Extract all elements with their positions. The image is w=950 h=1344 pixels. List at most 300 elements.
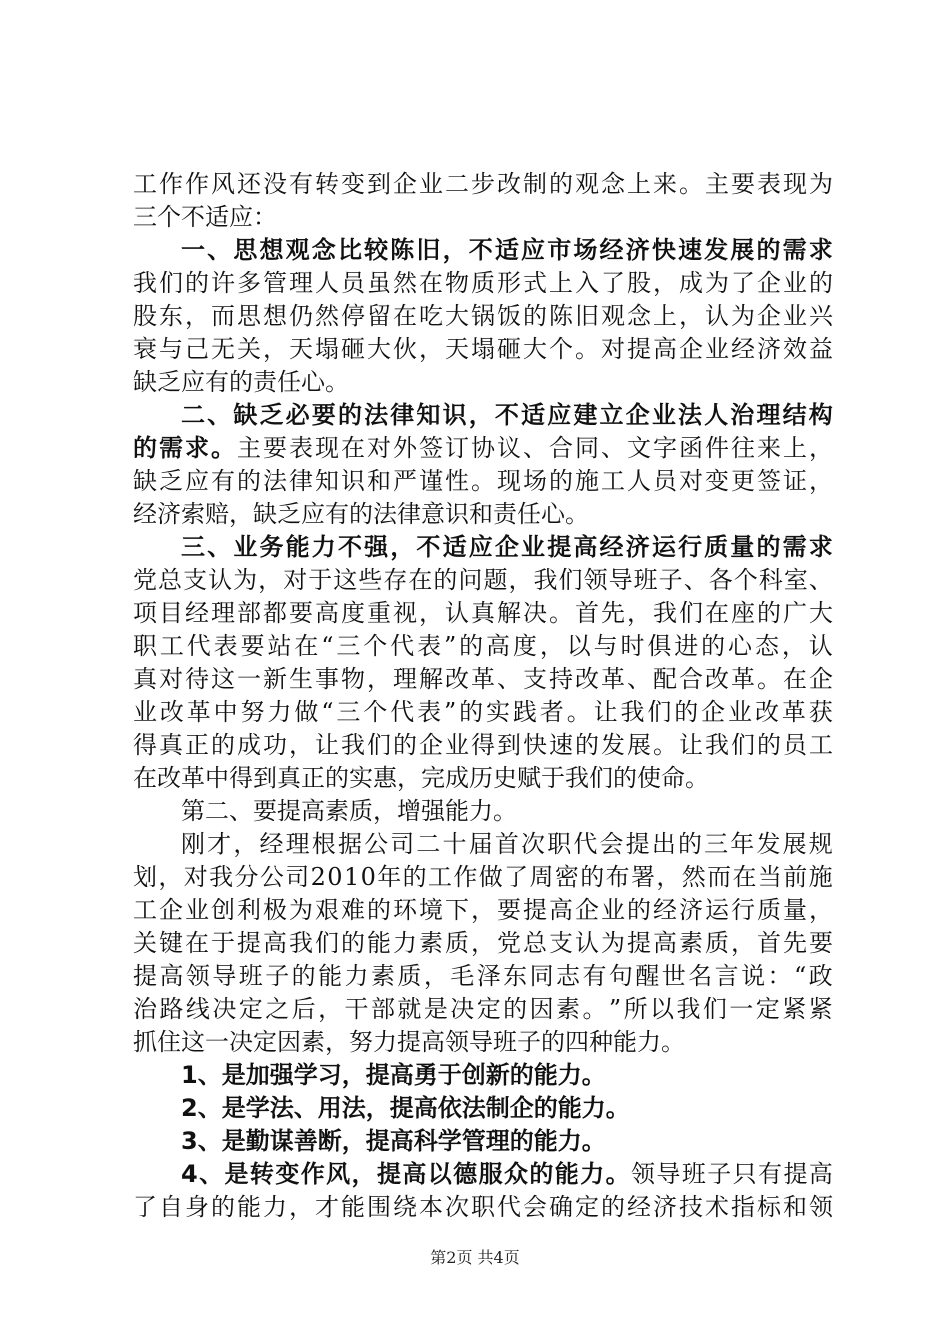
char: 定 bbox=[575, 1193, 599, 1221]
char: 陈 bbox=[390, 236, 415, 264]
char: ， bbox=[656, 863, 681, 891]
char: 德 bbox=[453, 1160, 478, 1188]
char: 革 bbox=[781, 698, 806, 726]
char: 高 bbox=[808, 1160, 833, 1188]
char: 观 bbox=[575, 170, 599, 198]
text-line bbox=[133, 1158, 833, 1191]
char: 们 bbox=[679, 599, 703, 627]
char: 部 bbox=[370, 995, 395, 1023]
char: 工 bbox=[601, 467, 625, 495]
char: 经 bbox=[627, 1193, 651, 1221]
text-line bbox=[133, 168, 833, 201]
char: 、 bbox=[207, 236, 232, 264]
char: 、 bbox=[207, 401, 232, 429]
char: 大 bbox=[445, 302, 469, 330]
char: 停 bbox=[341, 302, 365, 330]
char: 三 bbox=[336, 632, 361, 660]
char: ， bbox=[351, 1160, 376, 1188]
char: ， bbox=[442, 236, 467, 264]
char: 认 bbox=[705, 302, 729, 330]
char: 协 bbox=[471, 434, 495, 462]
char: 支 bbox=[183, 566, 208, 594]
char: 代 bbox=[573, 830, 598, 858]
char: 提 bbox=[376, 1160, 401, 1188]
char: 签 bbox=[757, 467, 781, 495]
char: 实 bbox=[486, 698, 511, 726]
char: “ bbox=[321, 698, 334, 726]
char: 理 bbox=[393, 665, 417, 693]
char: ， bbox=[679, 302, 703, 330]
char: 配 bbox=[653, 665, 677, 693]
char: 后 bbox=[291, 995, 316, 1023]
char: 新 bbox=[263, 665, 287, 693]
char: 4 bbox=[181, 1160, 198, 1188]
char: 在 bbox=[294, 632, 319, 660]
char: 上 bbox=[653, 302, 677, 330]
char: 子 bbox=[265, 962, 290, 990]
text-line bbox=[133, 663, 833, 696]
char: ， bbox=[289, 731, 313, 759]
char: 2 bbox=[310, 863, 326, 891]
char: 和 bbox=[367, 467, 391, 495]
char: 定 bbox=[755, 995, 780, 1023]
char: 、 bbox=[683, 566, 708, 594]
char: 知 bbox=[315, 467, 339, 495]
char: 真 bbox=[159, 731, 183, 759]
char: 紧 bbox=[782, 995, 807, 1023]
char: 主 bbox=[705, 170, 729, 198]
char: 者 bbox=[539, 698, 564, 726]
char: 的 bbox=[367, 896, 391, 924]
char: 转 bbox=[249, 1160, 274, 1188]
char: 必 bbox=[285, 401, 310, 429]
char: 提 bbox=[547, 533, 572, 561]
char: 些 bbox=[358, 566, 383, 594]
char: 职 bbox=[547, 830, 572, 858]
bold-heading-text: 3、是勤谋善断，提高科学管理的能力。 bbox=[181, 1127, 606, 1155]
text-line bbox=[133, 399, 833, 432]
char: 度 bbox=[512, 632, 537, 660]
char: 高 bbox=[486, 632, 511, 660]
char: 们 bbox=[558, 566, 583, 594]
char: 合 bbox=[549, 434, 573, 462]
char: 适 bbox=[521, 401, 546, 429]
char: 运 bbox=[705, 896, 729, 924]
char: 室 bbox=[783, 566, 808, 594]
char: 需 bbox=[782, 236, 807, 264]
char: 二 bbox=[181, 401, 205, 429]
char: 支 bbox=[523, 665, 547, 693]
char: 力 bbox=[263, 1193, 287, 1221]
char: ， bbox=[809, 467, 833, 495]
char: 、 bbox=[523, 434, 547, 462]
char: 念 bbox=[627, 302, 651, 330]
char: 量 bbox=[730, 533, 755, 561]
char: 高 bbox=[263, 929, 287, 957]
line-text: 抓住这一决定因素，努力提高领导班子的四种能力。 bbox=[133, 1028, 685, 1056]
char: 让 bbox=[679, 731, 703, 759]
char: 企 bbox=[757, 269, 781, 297]
char: 个 bbox=[549, 335, 573, 363]
char: 经 bbox=[185, 599, 209, 627]
char: 然 bbox=[393, 269, 417, 297]
char: 在 bbox=[732, 863, 757, 891]
text-line bbox=[133, 267, 833, 300]
char: 努 bbox=[240, 698, 265, 726]
char: 念 bbox=[601, 170, 625, 198]
char: 往 bbox=[731, 434, 755, 462]
char: 服 bbox=[478, 1160, 503, 1188]
char: 业 bbox=[445, 731, 469, 759]
char: 确 bbox=[549, 1193, 573, 1221]
char: 。 bbox=[757, 665, 781, 693]
char: 主 bbox=[237, 434, 261, 462]
char: 旧 bbox=[575, 302, 599, 330]
char: 总 bbox=[158, 566, 183, 594]
char: 真 bbox=[133, 665, 157, 693]
char: ， bbox=[390, 533, 415, 561]
char: 应 bbox=[521, 236, 546, 264]
char: 的 bbox=[503, 995, 528, 1023]
char: 思 bbox=[233, 236, 258, 264]
char: 我 bbox=[133, 269, 157, 297]
char: 经 bbox=[731, 335, 755, 363]
char: 理 bbox=[289, 269, 313, 297]
char: 我 bbox=[533, 566, 558, 594]
char: 然 bbox=[681, 863, 706, 891]
char: 认 bbox=[445, 599, 469, 627]
char: 的 bbox=[674, 698, 699, 726]
char: 的 bbox=[627, 896, 651, 924]
text-line bbox=[133, 201, 833, 234]
char: 识 bbox=[442, 401, 467, 429]
char: 企 bbox=[494, 533, 519, 561]
char: 我 bbox=[705, 731, 729, 759]
char: 提 bbox=[627, 335, 651, 363]
char: 经 bbox=[599, 236, 624, 264]
char: 。 bbox=[679, 170, 703, 198]
char: 函 bbox=[679, 434, 703, 462]
char: 理 bbox=[285, 830, 310, 858]
char: ， bbox=[367, 665, 391, 693]
char: 物 bbox=[445, 269, 469, 297]
char: ： bbox=[767, 962, 792, 990]
char: 法 bbox=[364, 401, 389, 429]
char: 展 bbox=[627, 731, 651, 759]
char: 待 bbox=[185, 665, 209, 693]
char: 东 bbox=[503, 962, 528, 990]
char: 想 bbox=[259, 236, 284, 264]
char: 为 bbox=[289, 896, 313, 924]
char: 决 bbox=[450, 995, 475, 1023]
char: 股 bbox=[133, 302, 157, 330]
char: 本 bbox=[419, 1193, 443, 1221]
char: 认 bbox=[808, 632, 833, 660]
char: 砸 bbox=[341, 335, 365, 363]
char: 仍 bbox=[289, 302, 313, 330]
char: 的 bbox=[133, 434, 157, 462]
char: 布 bbox=[605, 863, 630, 891]
char: 要 bbox=[809, 929, 833, 957]
char: 广 bbox=[783, 599, 807, 627]
char: 支 bbox=[549, 929, 573, 957]
char: ， bbox=[468, 401, 493, 429]
char: 字 bbox=[653, 434, 677, 462]
char: 根 bbox=[311, 830, 336, 858]
char: 代 bbox=[497, 1193, 521, 1221]
char: ， bbox=[627, 599, 651, 627]
char: 能 bbox=[318, 962, 343, 990]
char: 醒 bbox=[635, 962, 660, 990]
char: 作 bbox=[300, 1160, 325, 1188]
char: 企 bbox=[625, 401, 650, 429]
text-line bbox=[133, 366, 833, 399]
char: 外 bbox=[393, 434, 417, 462]
char: 俱 bbox=[647, 632, 672, 660]
char: 对 bbox=[283, 566, 308, 594]
char: 治 bbox=[133, 995, 157, 1023]
char: 的 bbox=[757, 599, 781, 627]
char: 的 bbox=[756, 533, 781, 561]
char: 分 bbox=[234, 863, 259, 891]
char: ” bbox=[608, 995, 622, 1023]
char: 在 bbox=[783, 665, 807, 693]
char: 三 bbox=[704, 830, 729, 858]
char: 而 bbox=[707, 863, 732, 891]
char: 工 bbox=[809, 731, 833, 759]
text-line bbox=[133, 630, 833, 663]
char: 座 bbox=[731, 599, 755, 627]
text-line bbox=[133, 762, 833, 795]
char: 志 bbox=[556, 962, 580, 990]
char: 速 bbox=[677, 236, 702, 264]
char: 持 bbox=[549, 665, 573, 693]
char: 获 bbox=[808, 698, 833, 726]
text-line bbox=[133, 465, 833, 498]
char: 会 bbox=[599, 830, 624, 858]
char: 生 bbox=[289, 665, 313, 693]
char: 首 bbox=[757, 929, 781, 957]
char: 大 bbox=[367, 335, 391, 363]
char: 严 bbox=[393, 467, 417, 495]
char: 了 bbox=[133, 1193, 157, 1221]
char: 个 bbox=[363, 632, 388, 660]
char: 同 bbox=[575, 434, 599, 462]
char: 是 bbox=[224, 1160, 249, 1188]
char: 。 bbox=[653, 731, 677, 759]
char: 合 bbox=[679, 665, 703, 693]
char: 业 bbox=[521, 533, 546, 561]
char: 的 bbox=[459, 698, 484, 726]
char: 上 bbox=[783, 434, 807, 462]
char: 司 bbox=[390, 830, 415, 858]
char: 而 bbox=[211, 302, 235, 330]
char: 制 bbox=[523, 170, 547, 198]
char: 适 bbox=[442, 533, 467, 561]
char: 提 bbox=[133, 962, 157, 990]
char: 届 bbox=[468, 830, 493, 858]
char: ， bbox=[781, 632, 806, 660]
char: 在 bbox=[408, 566, 433, 594]
text-line bbox=[133, 597, 833, 630]
char: 业 bbox=[651, 401, 676, 429]
char: 力 bbox=[580, 1160, 605, 1188]
char: 。 bbox=[566, 698, 591, 726]
char: 的 bbox=[433, 566, 458, 594]
char: 个 bbox=[733, 566, 758, 594]
char: 工 bbox=[428, 863, 452, 891]
char: 塌 bbox=[315, 335, 339, 363]
char: 素 bbox=[370, 962, 395, 990]
char: 一 bbox=[181, 236, 205, 264]
char: 求 bbox=[185, 434, 209, 462]
text-line bbox=[133, 300, 833, 333]
char: 有 bbox=[211, 467, 235, 495]
char: 各 bbox=[708, 566, 733, 594]
char: 还 bbox=[237, 170, 261, 198]
char: 对 bbox=[601, 335, 625, 363]
char: 许 bbox=[211, 269, 235, 297]
char: 革 bbox=[186, 698, 211, 726]
char: 提 bbox=[783, 1160, 808, 1188]
text-line bbox=[133, 960, 833, 993]
char: 多 bbox=[237, 269, 261, 297]
char: 强 bbox=[364, 533, 389, 561]
char: 表 bbox=[417, 632, 442, 660]
char: 市 bbox=[547, 236, 572, 264]
char: 大 bbox=[809, 599, 833, 627]
char: 绕 bbox=[393, 1193, 417, 1221]
char: 乏 bbox=[259, 401, 284, 429]
char: 以 bbox=[566, 632, 591, 660]
char: 运 bbox=[651, 533, 676, 561]
char: 己 bbox=[185, 335, 209, 363]
char: ， bbox=[653, 269, 677, 297]
char: 企 bbox=[159, 896, 183, 924]
char: 的 bbox=[337, 401, 362, 429]
char: 有 bbox=[582, 962, 607, 990]
char: 导 bbox=[656, 1160, 681, 1188]
char: 二 bbox=[416, 830, 441, 858]
char: 缺 bbox=[133, 467, 157, 495]
char: 进 bbox=[674, 632, 699, 660]
text-line bbox=[133, 1191, 833, 1224]
char: 质 bbox=[397, 962, 422, 990]
char: 项 bbox=[133, 599, 157, 627]
char: 力 bbox=[267, 698, 292, 726]
text-line bbox=[133, 828, 833, 861]
char: 快 bbox=[651, 236, 676, 264]
char: 高 bbox=[653, 335, 677, 363]
char: 东 bbox=[159, 302, 183, 330]
char: 与 bbox=[159, 335, 183, 363]
char: 的 bbox=[677, 830, 702, 858]
char: 吃 bbox=[419, 302, 443, 330]
char: 展 bbox=[730, 236, 755, 264]
char: 速 bbox=[549, 731, 573, 759]
char: 企 bbox=[393, 170, 417, 198]
char: 代 bbox=[390, 698, 415, 726]
char: 到 bbox=[367, 170, 391, 198]
char: 质 bbox=[471, 269, 495, 297]
char: ， bbox=[263, 335, 287, 363]
char: 技 bbox=[679, 1193, 703, 1221]
char: ， bbox=[419, 599, 443, 627]
char: 身 bbox=[185, 1193, 209, 1221]
char: 入 bbox=[575, 269, 599, 297]
char: 艰 bbox=[315, 896, 339, 924]
char: 次 bbox=[521, 830, 546, 858]
char: 1 bbox=[343, 863, 360, 891]
char: 职 bbox=[133, 632, 157, 660]
char: 场 bbox=[523, 467, 547, 495]
char: 应 bbox=[468, 533, 493, 561]
char: 改 bbox=[159, 698, 184, 726]
char: 形 bbox=[497, 269, 521, 297]
char: 文 bbox=[627, 434, 651, 462]
char: 留 bbox=[367, 302, 391, 330]
char: 风 bbox=[326, 1160, 351, 1188]
text-line bbox=[133, 993, 833, 1026]
char: 中 bbox=[213, 698, 238, 726]
text-line bbox=[133, 861, 833, 894]
char: 会 bbox=[523, 1193, 547, 1221]
char: 企 bbox=[679, 335, 703, 363]
char: 观 bbox=[285, 236, 310, 264]
char: 应 bbox=[185, 467, 209, 495]
char: 件 bbox=[705, 434, 729, 462]
text-line bbox=[133, 1059, 833, 1092]
char: 领 bbox=[631, 1160, 656, 1188]
char: 存 bbox=[383, 566, 408, 594]
char: 做 bbox=[294, 698, 319, 726]
char: 革 bbox=[601, 665, 625, 693]
char: 重 bbox=[367, 599, 391, 627]
char: 上 bbox=[549, 269, 573, 297]
char: 律 bbox=[390, 401, 415, 429]
char: 名 bbox=[688, 962, 713, 990]
char: 经 bbox=[259, 830, 284, 858]
char: 高 bbox=[159, 962, 184, 990]
char: 施 bbox=[575, 467, 599, 495]
char: 围 bbox=[367, 1193, 391, 1221]
char: 益 bbox=[809, 335, 833, 363]
char: 展 bbox=[782, 830, 807, 858]
char: 才 bbox=[207, 830, 232, 858]
char: 、 bbox=[627, 665, 651, 693]
char: 、 bbox=[808, 566, 833, 594]
char: 作 bbox=[453, 863, 478, 891]
char: 上 bbox=[627, 170, 651, 198]
char: ， bbox=[419, 335, 443, 363]
char: 思 bbox=[237, 302, 261, 330]
char: 要 bbox=[240, 632, 265, 660]
char: 砸 bbox=[497, 335, 521, 363]
char: 。 bbox=[211, 434, 235, 462]
char: 签 bbox=[419, 434, 443, 462]
char: 目 bbox=[159, 599, 183, 627]
char: 人 bbox=[704, 401, 729, 429]
char: 行 bbox=[677, 533, 702, 561]
char: 代 bbox=[390, 632, 415, 660]
char: 对 bbox=[679, 467, 703, 495]
char: 句 bbox=[608, 962, 633, 990]
char: 的 bbox=[575, 731, 599, 759]
char: 于 bbox=[211, 929, 235, 957]
char: 识 bbox=[341, 467, 365, 495]
text-line bbox=[133, 1026, 833, 1059]
char: 陈 bbox=[549, 302, 573, 330]
